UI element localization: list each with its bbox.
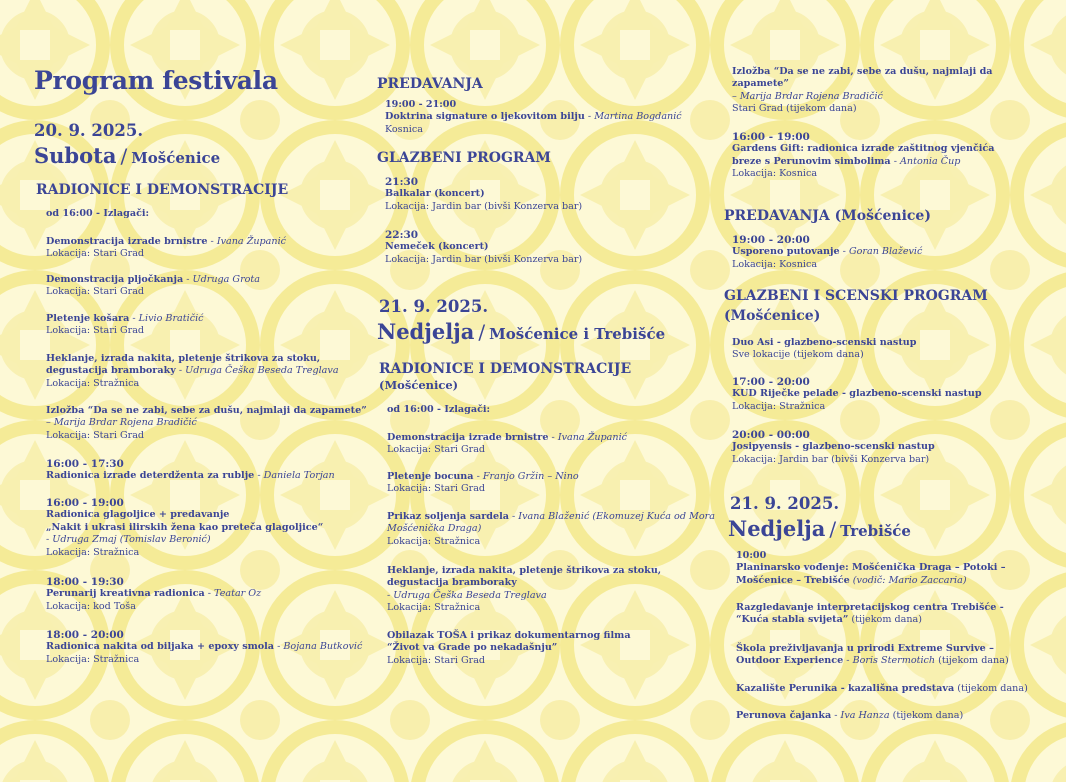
- event-location: Sve lokacije (tijekom dana): [732, 349, 864, 361]
- event-title: Perunarij kreativna radionica: [46, 588, 205, 600]
- day1-music-2: [385, 229, 582, 266]
- event-location: Lokacija: Stari Grad: [387, 483, 486, 495]
- event-title: Izložba “Da se ne zabi, sebe za dušu, najmlaji da zapamete”: [46, 405, 367, 416]
- day2-event-2: Pletenje bocuna - Franjo Gržin – Nino Lokacija: Stari Grad: [387, 471, 579, 495]
- event-presenter: Udruga Češka Beseda Treglava: [185, 365, 339, 377]
- event-title-cont: degustacija bramboraky: [46, 365, 176, 377]
- event-title: Josipyensis - glazbeno-scenski nastup: [732, 441, 935, 453]
- day2-date: 21. 9. 2025.: [379, 297, 489, 316]
- day3-weekday: Nedjelja: [728, 516, 826, 541]
- event-time: 16:00 - 19:00: [46, 497, 124, 509]
- day2-event-4: Heklanje, izrada nakita, pletenje štrikova za stoku, degustacija bramboraky - Udruga Češka Beseda Treglava Lokacija: Stražnica: [387, 565, 662, 614]
- day2-cont-event-1: Izložba “Da se ne zabi, sebe za dušu, najmlaji da zapamete” – Marija Brdar Rojena Bradičić Stari Grad (tijekom dana): [732, 66, 993, 115]
- event-time: 20:00 - 00:00: [732, 429, 810, 441]
- event-title: Radionica glagoljice + predavanje: [46, 509, 230, 521]
- event-time: 18:00 - 20:00: [46, 629, 124, 641]
- event-title: Prikaz soljenja sardela: [387, 511, 509, 522]
- event-location: Lokacija: Stari Grad: [46, 429, 145, 441]
- day2-event-5: [387, 630, 631, 667]
- day1-event-9: 18:00 - 20:00 Radionica nakita od biljaka + epoxy smola - Bojana Butković Lokacija: Stražnica: [46, 629, 363, 665]
- event-presenter: Marija Brdar Rojena Bradičić: [53, 417, 197, 429]
- event-title: Pletenje bocuna: [387, 471, 474, 482]
- event-title: Razgledavanje interpretacijskog centra Trebišće -: [736, 602, 1004, 613]
- event-title-cont: “Život va Grade po nekadašnju”: [387, 642, 558, 654]
- event-title: Heklanje, izrada nakita, pletenje štrikova za stoku,: [46, 353, 321, 364]
- event-title: Planinarsko vođenje: Mošćenička Draga – Potoki –: [736, 562, 1006, 574]
- event-presenter: Daniela Torjan: [263, 470, 335, 482]
- event-location: Lokacija: kod Toša: [46, 600, 136, 612]
- event-location: Lokacija: Jardin bar (bivši Konzerva bar): [385, 253, 583, 265]
- day1-event-4: Heklanje, izrada nakita, pletenje štrikova za stoku, degustacija bramboraky - Udruga Češka Beseda Treglava Lokacija: Stražnica: [46, 353, 339, 389]
- day1-event-8: 18:00 - 19:30 Perunarij kreativna radionica - Teatar Oz Lokacija: kod Toša: [46, 576, 262, 612]
- event-time: 22:30: [385, 229, 419, 241]
- event-location: Lokacija: Stražnica: [46, 546, 140, 558]
- day3-separator: /: [829, 517, 837, 541]
- event-title: Radionica izrade deterdženta za rublje: [46, 470, 255, 482]
- day1-event-7: 16:00 - 19:00 Radionica glagoljice + predavanje „Nakit i ukrasi ilirskih žena kao preteča glagoljice“ - Udruga Zmaj (Tomislav Beronić) Lokacija: Stražnica: [46, 497, 324, 558]
- event-presenter: Franjo Gržin – Nino: [482, 471, 579, 482]
- event-time: 10:00: [736, 550, 767, 561]
- event-presenter: Martina Bogdanić: [594, 111, 682, 123]
- event-presenter: Iva Hanza: [840, 710, 890, 721]
- event-presenter: Teatar Oz: [214, 588, 262, 600]
- event-note: (tijekom dana): [957, 683, 1028, 694]
- day1-heading: [34, 143, 220, 168]
- event-presenter: Goran Blažević: [848, 246, 923, 258]
- event-time: 19:00 - 21:00: [385, 99, 457, 110]
- event-presenter: Udruga Zmaj (Tomislav Beronić): [52, 534, 211, 546]
- event-presenter: Ivana Blaženić (Ekomuzej Kuća od Mora: [518, 511, 715, 522]
- day1-weekday: Subota: [34, 143, 117, 168]
- day3-event-2: [736, 602, 1004, 627]
- event-time: 17:00 - 20:00: [732, 376, 810, 388]
- event-title-cont: Outdoor Experience: [736, 655, 844, 667]
- day2-workshops-subheading: (Mošćenice): [379, 378, 459, 392]
- event-title: Izložba “Da se ne zabi, sebe za dušu, najmlaji da: [732, 66, 993, 77]
- day1-music-1: [385, 176, 582, 213]
- event-note: (tijekom dana): [892, 710, 964, 721]
- event-title: Obilazak TOŠA i prikaz dokumentarnog filma: [387, 630, 631, 641]
- intro-text: od 16:00 - Izlagači:: [387, 404, 491, 415]
- event-location: Lokacija: Stari Grad: [387, 444, 486, 456]
- page-title: Program festivala: [34, 66, 278, 95]
- day2-cont-event-2: 16:00 - 19:00 Gardens Gift: radionica izrade zaštitnog vjenčića breze s Perunovim simbolima - Antonia Čup Lokacija: Kosnica: [732, 131, 995, 180]
- day1-event-1: Demonstracija izrade brnistre - Ivana Županić Lokacija: Stari Grad: [46, 236, 287, 260]
- day1-separator: /: [120, 144, 128, 168]
- event-title-cont: breze s Perunovim simbolima: [732, 155, 891, 167]
- event-title: Gardens Gift: radionica izrade zaštitnog vjenčića: [732, 143, 995, 155]
- day2-place: Mošćenice i Trebišće: [489, 325, 666, 343]
- event-title-cont: Mošćenice – Trebišće: [736, 574, 850, 586]
- event-guide: (vodič: Mario Zaccaria): [852, 574, 967, 586]
- event-location: Lokacija: Stražnica: [732, 400, 826, 412]
- day2-workshops-heading: RADIONICE I DEMONSTRACIJE: [379, 361, 632, 377]
- event-time: 21:30: [385, 176, 419, 188]
- day2-separator: /: [478, 320, 486, 344]
- event-title: Demonstracija pljočkanja: [46, 274, 184, 285]
- event-note: (tijekom dana): [938, 655, 1009, 667]
- event-presenter: Udruga Grota: [192, 274, 261, 285]
- event-title: Usporeno putovanje: [732, 246, 840, 258]
- day1-lectures-heading: PREDAVANJA: [377, 76, 483, 92]
- event-location: Lokacija: Jardin bar (bivši Konzerva bar): [385, 200, 583, 212]
- event-location: Lokacija: Kosnica: [732, 168, 818, 180]
- day1-event-6: 16:00 - 17:30 Radionica izrade deterdženta za rublje - Daniela Torjan: [46, 458, 335, 482]
- event-presenter-cont: Mošćenička Draga): [387, 523, 482, 535]
- day3-event-3: Škola preživljavanja u prirodi Extreme Survive – Outdoor Experience - Boris Stermotich (tijekom dana): [736, 643, 1009, 667]
- day3-place: Trebišće: [840, 522, 911, 540]
- event-title-cont: “Kuća stabla svijeta”: [736, 614, 849, 626]
- event-location: Lokacija: Stari Grad: [46, 325, 145, 337]
- event-note: (tijekom dana): [851, 614, 922, 626]
- day2-event-3: Prikaz soljenja sardela - Ivana Blaženić (Ekomuzej Kuća od Mora Mošćenička Draga) Lokacija: Stražnica: [387, 511, 715, 547]
- event-title-cont: zapamete”: [732, 78, 789, 90]
- event-title: Demonstracija izrade brnistre: [387, 432, 549, 443]
- day2-music-subheading: (Mošćenice): [724, 308, 821, 324]
- event-time: 18:00 - 19:30: [46, 576, 124, 588]
- event-location: Lokacija: Stari Grad: [46, 286, 145, 298]
- event-location: Lokacija: Stražnica: [46, 653, 140, 665]
- event-location: Stari Grad (tijekom dana): [732, 103, 857, 115]
- event-title-cont: „Nakit i ukrasi ilirskih žena kao preteča glagoljice“: [46, 521, 324, 533]
- event-presenter: Ivana Županić: [216, 236, 287, 247]
- day2-intro: [387, 404, 490, 416]
- day1-event-2: Demonstracija pljočkanja - Udruga Grota Lokacija: Stari Grad: [46, 274, 261, 298]
- event-presenter: Marija Brdar Rojena Bradičić: [739, 90, 883, 102]
- day3-date: 21. 9. 2025.: [730, 494, 840, 513]
- event-title: Kazalište Perunika - kazališna predstava: [736, 683, 955, 694]
- event-presenter: Boris Stermotich: [852, 655, 936, 667]
- event-location: Lokacija: Stražnica: [387, 535, 481, 547]
- day2-lectures-heading: PREDAVANJA (Mošćenice): [724, 208, 931, 224]
- event-title: Radionica nakita od biljaka + epoxy smola: [46, 641, 275, 653]
- day1-intro: [46, 208, 149, 220]
- event-location: Lokacija: Stražnica: [387, 602, 481, 614]
- event-title: KUD Riječke pelade - glazbeno-scenski nastup: [732, 388, 982, 400]
- event-presenter: Bojana Butković: [283, 641, 363, 653]
- event-title-cont: degustacija bramboraky: [387, 577, 517, 589]
- event-location: Lokacija: Jardin bar (bivši Konzerva bar): [732, 453, 930, 465]
- event-location: Lokacija: Stari Grad: [46, 248, 145, 260]
- day3-event-1: [736, 550, 1006, 587]
- day1-music-heading: GLAZBENI PROGRAM: [377, 150, 551, 166]
- event-title: Nemeček (koncert): [385, 241, 489, 253]
- day2-weekday: Nedjelja: [377, 319, 475, 344]
- day1-event-3: Pletenje košara - Livio Bratičić Lokacija: Stari Grad: [46, 313, 204, 337]
- event-presenter: Livio Bratičić: [138, 313, 204, 324]
- event-presenter: Ivana Županić: [557, 432, 628, 443]
- day2-music-2: [732, 376, 982, 413]
- day1-date: 20. 9. 2025.: [34, 121, 144, 140]
- day2-heading: [377, 319, 665, 344]
- day3-event-5: Perunova čajanka - Iva Hanza (tijekom dana): [736, 710, 964, 721]
- event-title: Heklanje, izrada nakita, pletenje štrikova za stoku,: [387, 565, 662, 576]
- event-time: 16:00 - 19:00: [732, 131, 810, 143]
- event-title: Škola preživljavanja u prirodi Extreme Survive –: [736, 643, 994, 654]
- event-time: 16:00 - 17:30: [46, 458, 124, 470]
- day1-workshops-heading: RADIONICE I DEMONSTRACIJE: [36, 182, 289, 198]
- day1-lecture: 19:00 - 21:00 Doktrina signature o ljekovitom bilju - Martina Bogdanić Kosnica: [385, 99, 682, 135]
- event-title: Perunova čajanka: [736, 710, 832, 721]
- event-location: Lokacija: Kosnica: [732, 258, 818, 270]
- event-title: Doktrina signature o ljekovitom bilju: [385, 111, 585, 123]
- day1-event-5: Izložba “Da se ne zabi, sebe za dušu, najmlaji da zapamete” – Marija Brdar Rojena Bradičić Lokacija: Stari Grad: [46, 405, 367, 441]
- event-title: Demonstracija izrade brnistre: [46, 236, 208, 247]
- intro-text: od 16:00 - Izlagači:: [46, 208, 150, 219]
- day2-lecture: 19:00 - 20:00 Usporeno putovanje - Goran Blažević Lokacija: Kosnica: [732, 234, 923, 270]
- day3-event-4: [736, 683, 1028, 695]
- day2-music-3: [732, 429, 935, 466]
- day3-heading: [728, 516, 911, 541]
- event-title: Duo Asi - glazbeno-scenski nastup: [732, 337, 917, 348]
- day2-event-1: Demonstracija izrade brnistre - Ivana Županić Lokacija: Stari Grad: [387, 432, 628, 456]
- day2-music-1: [732, 337, 916, 362]
- event-location: Kosnica: [385, 123, 423, 135]
- event-presenter: Antonia Čup: [899, 155, 961, 167]
- day2-music-heading: GLAZBENI I SCENSKI PROGRAM: [724, 288, 988, 304]
- event-title: Pletenje košara: [46, 313, 130, 324]
- event-presenter: Udruga Češka Beseda Treglava: [393, 589, 547, 601]
- day1-place: Mošćenice: [131, 149, 221, 167]
- event-time: 19:00 - 20:00: [732, 234, 810, 246]
- event-location: Lokacija: Stražnica: [46, 377, 140, 389]
- event-title: Balkalar (koncert): [385, 188, 485, 200]
- event-location: Lokacija: Stari Grad: [387, 654, 486, 666]
